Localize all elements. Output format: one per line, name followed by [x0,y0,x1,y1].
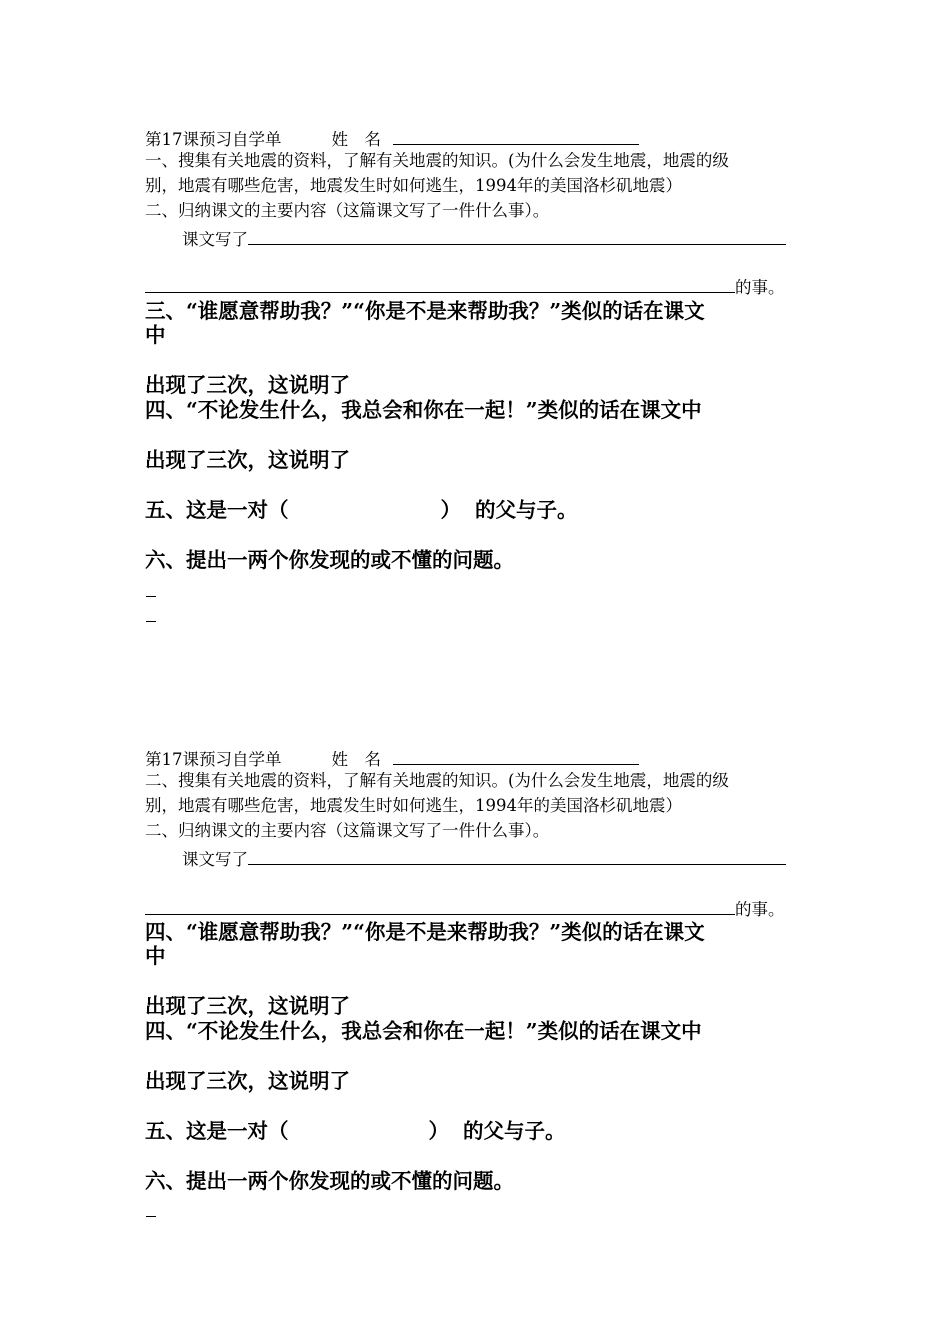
answer-dash [146,621,156,622]
question-3-line-1: 三、“谁愿意帮助我？”“你是不是来帮助我？”类似的话在课文 [145,299,705,323]
worksheet-title: 第17课预习自学单 [145,750,282,769]
question-2-answer-row-2 [145,276,785,297]
question-5-prefix: 五、这是一对（ [145,1119,289,1143]
question-3-line-1: 四、“谁愿意帮助我？”“你是不是来帮助我？”类似的话在课文 [145,920,705,944]
question-2-answer-row-2 [145,898,785,919]
answer-dash [146,596,156,597]
question-2-answer-blank[interactable] [248,848,786,865]
question-2-prefix: 课文写了 [182,850,248,869]
question-2-answer-blank-2[interactable] [145,898,735,915]
question-1-line-2: 别，地震有哪些危害，地震发生时如何逃生，1994年的美国洛杉矶地震） [145,796,682,815]
name-blank[interactable] [393,748,639,765]
question-6: 六、提出一两个你发现的或不懂的问题。 [145,548,514,572]
question-2-text: 二、归纳课文的主要内容（这篇课文写了一件什么事）。 [145,201,550,220]
question-5-suffix: 的父与子。 [463,1119,566,1143]
question-3-line-2: 中 [145,944,166,968]
question-2-answer-row [182,228,786,249]
question-5 [145,500,578,521]
question-2-suffix: 的事。 [735,278,785,297]
answer-dash [146,1216,156,1217]
name-blank[interactable] [393,128,639,145]
question-1-line-2: 别，地震有哪些危害，地震发生时如何逃生，1994年的美国洛杉矶地震） [145,176,682,195]
worksheet-header [145,748,639,769]
question-5 [145,1121,566,1142]
question-2-answer-blank-2[interactable] [145,276,735,293]
name-label: 姓 名 [331,130,381,149]
question-2-prefix: 课文写了 [182,230,248,249]
worksheet-header [145,128,639,149]
question-4-line-2: 出现了三次，这说明了 [145,448,350,472]
question-1-line-1: 二、搜集有关地震的资料，了解有关地震的知识。(为什么会发生地震，地震的级 [145,771,729,790]
question-3-line-3: 出现了三次，这说明了 [145,373,350,397]
question-3-line-2: 中 [145,323,166,347]
question-6: 六、提出一两个你发现的或不懂的问题。 [145,1169,514,1193]
question-2-answer-blank[interactable] [248,228,786,245]
question-5-suffix: 的父与子。 [475,498,578,522]
name-label: 姓 名 [331,750,381,769]
question-5-close: ） [428,1119,449,1143]
question-2-suffix: 的事。 [735,900,785,919]
question-2-text: 二、归纳课文的主要内容（这篇课文写了一件什么事）。 [145,821,550,840]
question-2-answer-row [182,848,786,869]
question-5-prefix: 五、这是一对（ [145,498,289,522]
worksheet-title: 第17课预习自学单 [145,130,282,149]
question-4-line-1: 四、“不论发生什么，我总会和你在一起！”类似的话在课文中 [145,1019,702,1043]
question-5-close: ） [440,498,461,522]
question-1-line-1: 一、搜集有关地震的资料，了解有关地震的知识。(为什么会发生地震，地震的级 [145,151,729,170]
question-3-line-3: 出现了三次，这说明了 [145,994,350,1018]
question-4-line-2: 出现了三次，这说明了 [145,1069,350,1093]
question-4-line-1: 四、“不论发生什么，我总会和你在一起！”类似的话在课文中 [145,398,702,422]
